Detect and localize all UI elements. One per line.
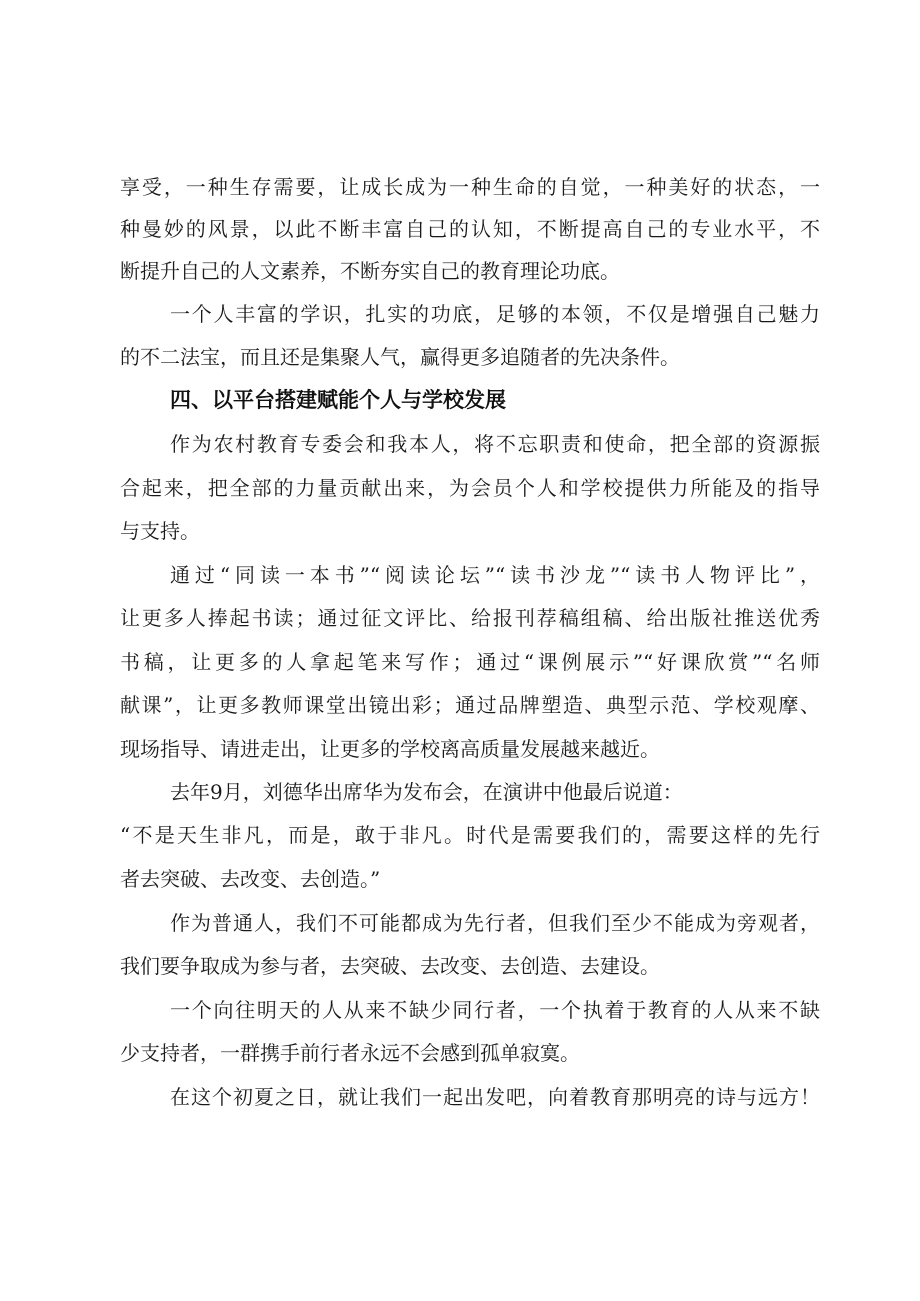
paragraph-3-line-1: 作为农村教育专委会和我本人，将不忘职责和使命，把全部的资源振 <box>170 432 820 456</box>
paragraph-7-line-1: 一个向往明天的人从来不缺少同行者，一个执着于教育的人从来不缺 <box>170 998 820 1022</box>
paragraph-1-line-1: 享受，一种生存需要，让成长成为一种生命的自觉，一种美好的状态，一 <box>120 175 820 199</box>
paragraph-2-line-1: 一个人丰富的学识，扎实的功底，足够的本领，不仅是增强自己魅力 <box>170 302 820 326</box>
paragraph-4-line-3: 书稿，让更多的人拿起笔来写作；通过“课例展示”“好课欣赏”“名师 <box>120 650 820 674</box>
paragraph-3-line-3: 与支持。 <box>120 519 200 543</box>
paragraph-4-line-2: 让更多人捧起书读；通过征文评比、给报刊荐稿组稿、给出版社推送优秀 <box>120 606 820 630</box>
paragraph-4-line-4: 献课”，让更多教师课堂出镜出彩；通过品牌塑造、典型示范、学校观摩、 <box>120 693 820 717</box>
paragraph-6-line-2: 我们要争取成为参与者，去突破、去改变、去创造、去建设。 <box>120 954 660 978</box>
paragraph-8-line-1: 在这个初夏之日，就让我们一起出发吧，向着教育那明亮的诗与远方！ <box>170 1085 820 1109</box>
section-heading: 四、以平台搭建赋能个人与学校发展 <box>170 388 506 412</box>
paragraph-5-line-3: 者去突破、去改变、去创造。” <box>120 867 381 891</box>
paragraph-1-line-2: 种曼妙的风景，以此不断丰富自己的认知，不断提高自己的专业水平，不 <box>120 217 820 241</box>
paragraph-5-line-2: “不是天生非凡，而是，敢于非凡。时代是需要我们的，需要这样的先行 <box>120 823 820 847</box>
paragraph-5-line-1: 去年9月，刘德华出席华为发布会，在演讲中他最后说道： <box>170 780 683 804</box>
paragraph-4-line-5: 现场指导、请进走出，让更多的学校离高质量发展越来越近。 <box>120 737 660 761</box>
paragraph-4-line-1: 通过“同读一本书”“阅读论坛”“读书沙龙”“读书人物评比”， <box>170 563 820 587</box>
paragraph-7-line-2: 少支持者，一群携手前行者永远不会感到孤单寂寞。 <box>120 1041 580 1065</box>
paragraph-3-line-2: 合起来，把全部的力量贡献出来，为会员个人和学校提供力所能及的指导 <box>120 476 820 500</box>
paragraph-2-line-2: 的不二法宝，而且还是集聚人气，赢得更多追随者的先决条件。 <box>120 345 680 369</box>
paragraph-6-line-1: 作为普通人，我们不可能都成为先行者，但我们至少不能成为旁观者， <box>170 911 820 935</box>
paragraph-1-line-3: 断提升自己的人文素养，不断夯实自己的教育理论功底。 <box>120 259 620 283</box>
